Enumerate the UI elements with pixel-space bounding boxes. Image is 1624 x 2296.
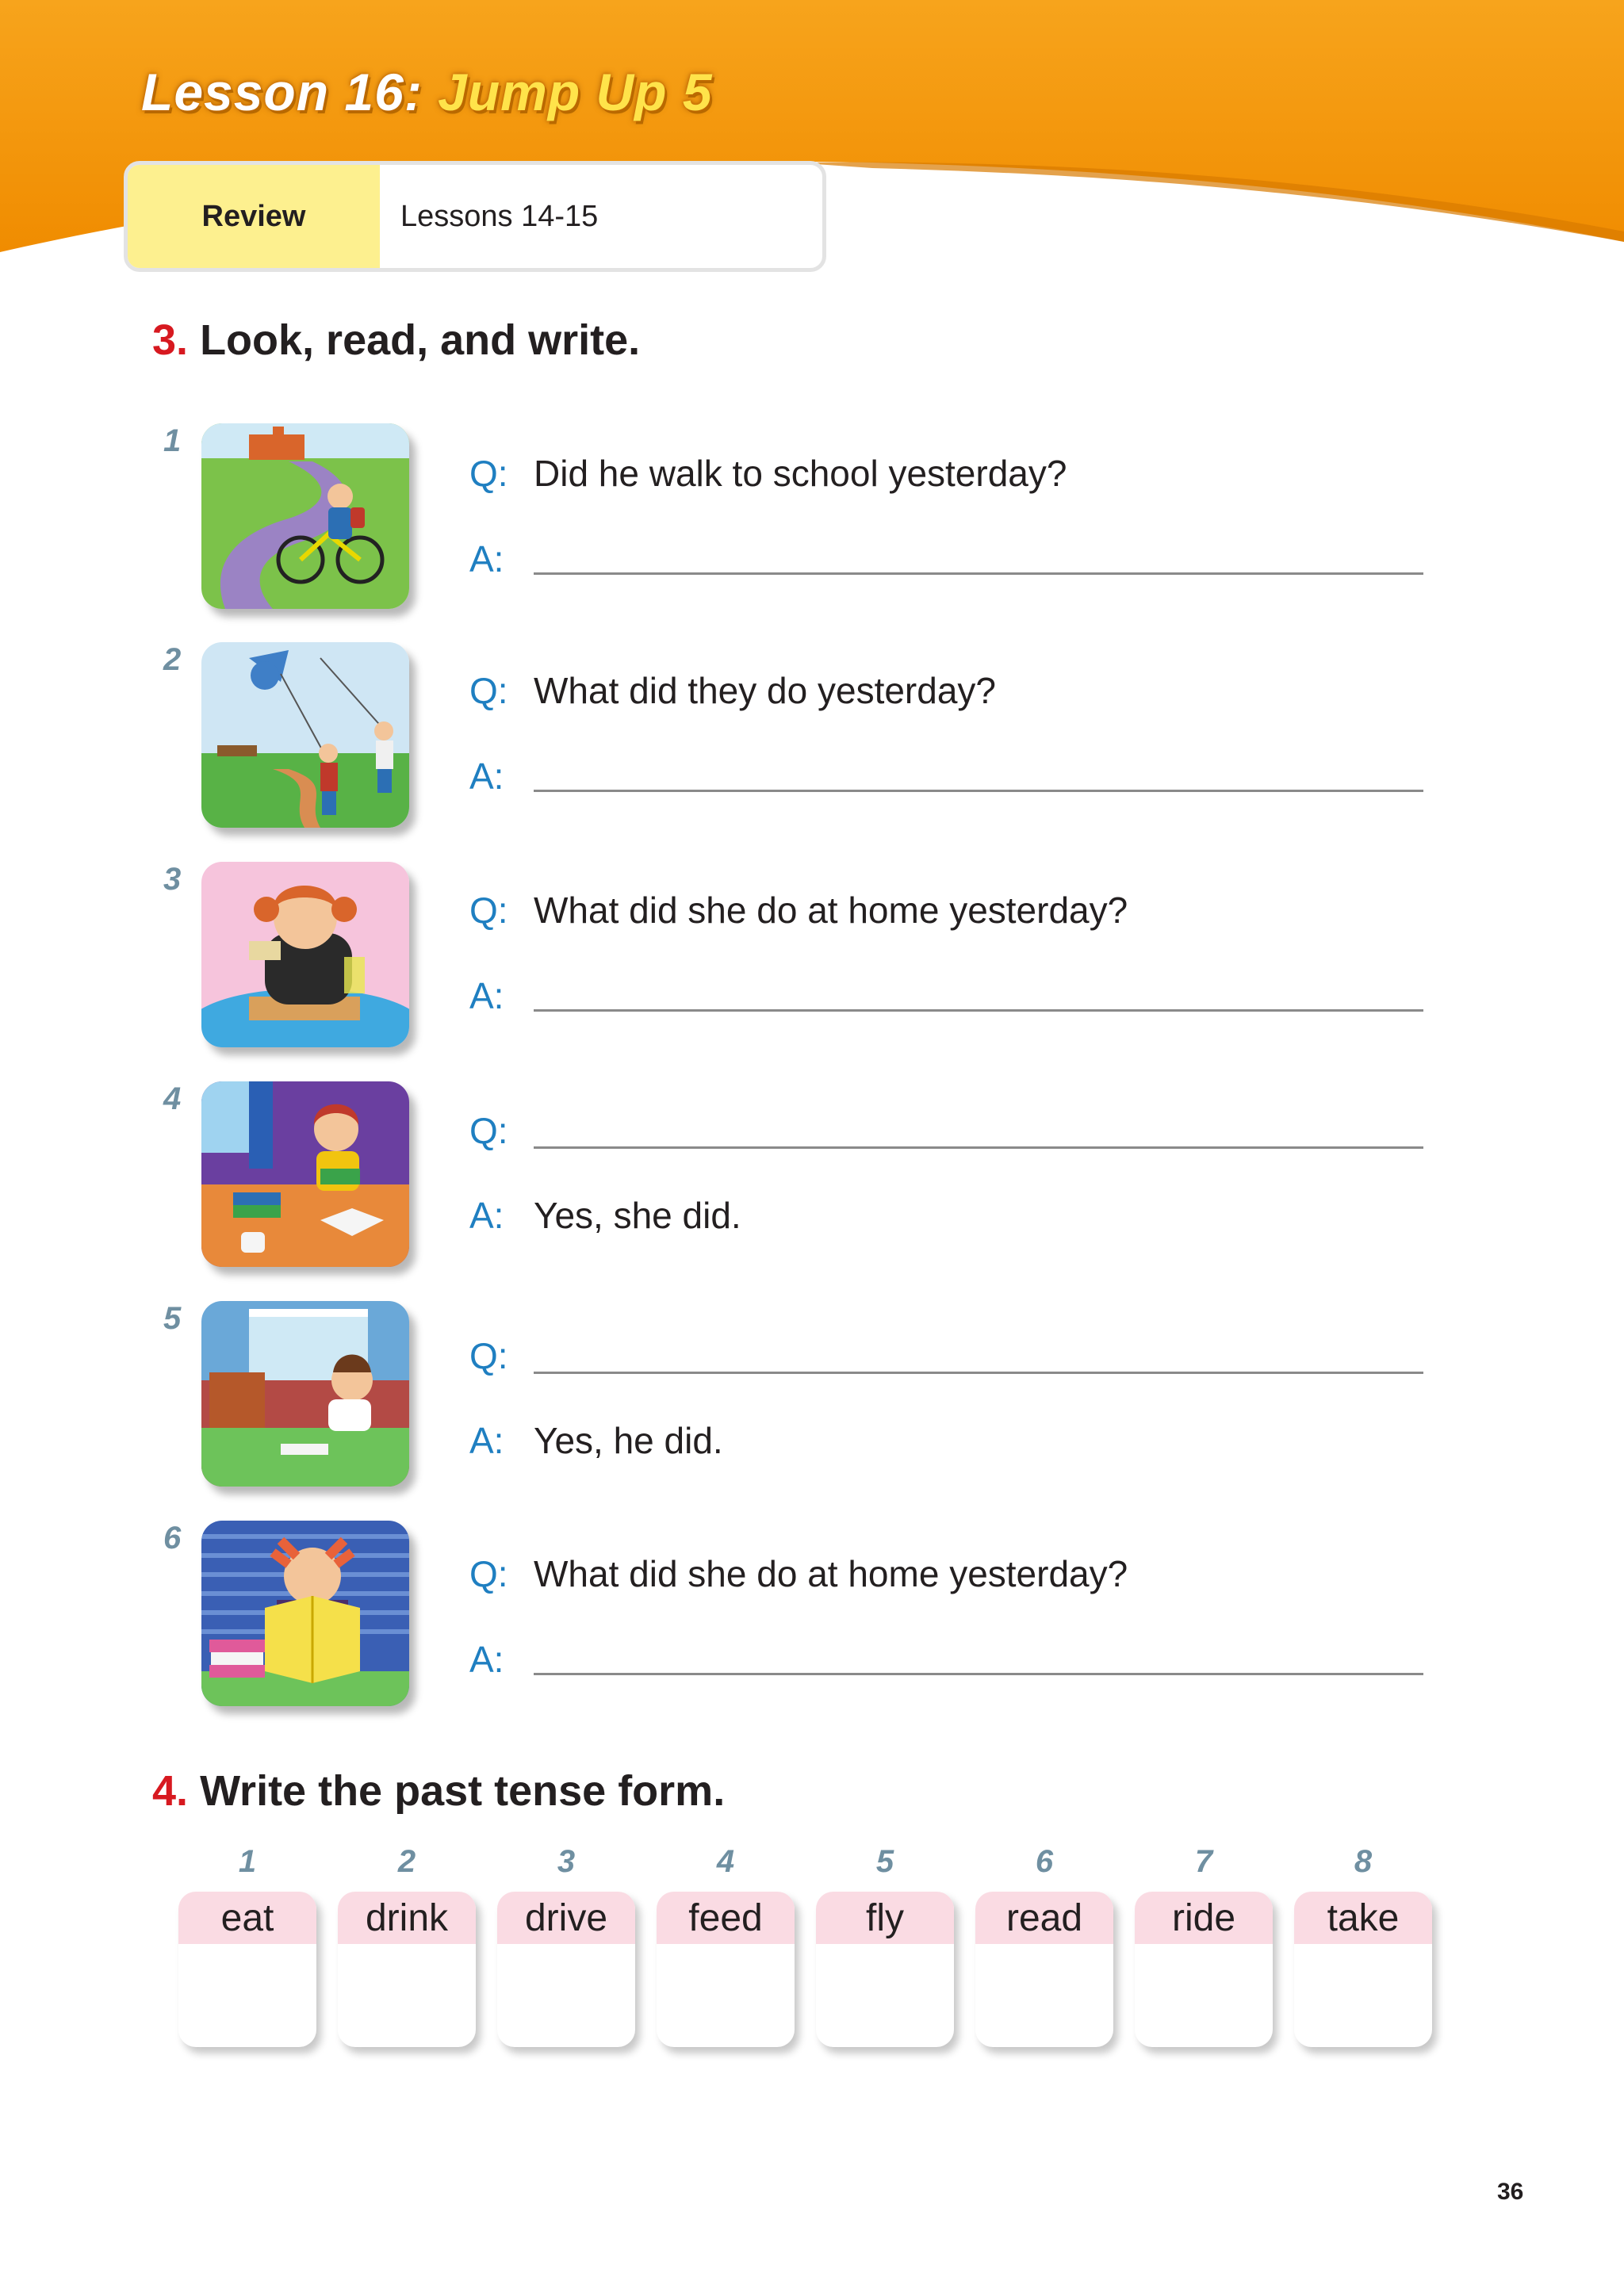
item-1-answer-line[interactable] bbox=[534, 572, 1423, 575]
word-5-label: fly bbox=[816, 1892, 954, 1944]
item-2-a-label: A: bbox=[469, 756, 504, 797]
review-value: Lessons 14-15 bbox=[400, 199, 599, 233]
item-3-question: What did she do at home yesterday? bbox=[534, 890, 1128, 931]
word-7-label: ride bbox=[1135, 1892, 1273, 1944]
item-5-answer: Yes, he did. bbox=[534, 1420, 723, 1461]
word-2-label: drink bbox=[338, 1892, 476, 1944]
item-2-q-label: Q: bbox=[469, 670, 508, 711]
word-4-label: feed bbox=[657, 1892, 795, 1944]
item-5-q-label: Q: bbox=[469, 1335, 508, 1376]
item-1-question: Did he walk to school yesterday? bbox=[534, 453, 1067, 494]
item-4-picture bbox=[201, 1081, 409, 1267]
item-2-answer-line[interactable] bbox=[534, 790, 1423, 792]
item-5-a-label: A: bbox=[469, 1420, 504, 1461]
word-card-1[interactable] bbox=[178, 1892, 316, 2047]
item-4-q-label: Q: bbox=[469, 1110, 508, 1151]
review-box bbox=[124, 161, 826, 272]
word-3-label: drive bbox=[497, 1892, 635, 1944]
comics-picture-icon bbox=[201, 1521, 409, 1706]
sleeping-picture-icon bbox=[201, 1301, 409, 1487]
item-1-q-label: Q: bbox=[469, 453, 508, 494]
item-6-question: What did she do at home yesterday? bbox=[534, 1553, 1128, 1594]
exercise-4-instruction: Write the past tense form. bbox=[200, 1767, 726, 1815]
bike-picture-icon bbox=[201, 423, 409, 609]
lesson-title-main: Jump Up 5 bbox=[438, 63, 713, 121]
word-6-number: 6 bbox=[1035, 1844, 1054, 1879]
word-4-number: 4 bbox=[716, 1844, 735, 1879]
word-8-number: 8 bbox=[1354, 1844, 1373, 1879]
word-5-number: 5 bbox=[875, 1844, 894, 1879]
item-6-q-label: Q: bbox=[469, 1553, 508, 1594]
item-1-number: 1 bbox=[163, 423, 182, 458]
word-card-7[interactable] bbox=[1135, 1892, 1273, 2047]
item-3-picture bbox=[201, 862, 409, 1047]
page-number: 36 bbox=[1497, 2179, 1524, 2205]
word-8-label: take bbox=[1294, 1892, 1432, 1944]
item-3-a-label: A: bbox=[469, 975, 504, 1016]
item-4-answer: Yes, she did. bbox=[534, 1195, 741, 1236]
item-2-question: What did they do yesterday? bbox=[534, 670, 996, 711]
word-card-6[interactable] bbox=[975, 1892, 1113, 2047]
lesson-title bbox=[141, 62, 713, 122]
exercise-4-heading bbox=[152, 1766, 725, 1816]
item-6-a-label: A: bbox=[469, 1639, 504, 1680]
item-4-number: 4 bbox=[163, 1081, 182, 1116]
item-3-number: 3 bbox=[163, 862, 182, 897]
item-5-question-line[interactable] bbox=[534, 1372, 1423, 1374]
exercise-3-heading bbox=[152, 316, 640, 365]
word-6-label: read bbox=[975, 1892, 1113, 1944]
studying-picture-icon bbox=[201, 1081, 409, 1267]
item-6-picture bbox=[201, 1521, 409, 1706]
word-card-5[interactable] bbox=[816, 1892, 954, 2047]
item-5-picture bbox=[201, 1301, 409, 1487]
item-6-number: 6 bbox=[163, 1521, 182, 1556]
exercise-3-number: 3. bbox=[152, 316, 189, 364]
item-3-answer-line[interactable] bbox=[534, 1009, 1423, 1012]
word-1-number: 1 bbox=[238, 1844, 257, 1879]
exercise-4-number: 4. bbox=[152, 1767, 189, 1815]
exercise-3-instruction: Look, read, and write. bbox=[200, 316, 641, 364]
word-card-3[interactable] bbox=[497, 1892, 635, 2047]
lesson-title-prefix: Lesson 16: bbox=[141, 63, 423, 121]
word-3-number: 3 bbox=[557, 1844, 576, 1879]
kite-picture-icon bbox=[201, 642, 409, 828]
word-7-number: 7 bbox=[1194, 1844, 1213, 1879]
word-card-2[interactable] bbox=[338, 1892, 476, 2047]
sandwich-picture-icon bbox=[201, 862, 409, 1047]
item-4-a-label: A: bbox=[469, 1195, 504, 1236]
item-2-number: 2 bbox=[163, 642, 182, 677]
item-3-q-label: Q: bbox=[469, 890, 508, 931]
item-5-number: 5 bbox=[163, 1301, 182, 1336]
word-1-label: eat bbox=[178, 1892, 316, 1944]
word-2-number: 2 bbox=[397, 1844, 416, 1879]
review-label: Review bbox=[128, 165, 380, 268]
word-card-4[interactable] bbox=[657, 1892, 795, 2047]
item-2-picture bbox=[201, 642, 409, 828]
item-1-a-label: A: bbox=[469, 538, 504, 580]
item-4-question-line[interactable] bbox=[534, 1146, 1423, 1149]
word-card-8[interactable] bbox=[1294, 1892, 1432, 2047]
item-1-picture bbox=[201, 423, 409, 609]
item-6-answer-line[interactable] bbox=[534, 1673, 1423, 1675]
